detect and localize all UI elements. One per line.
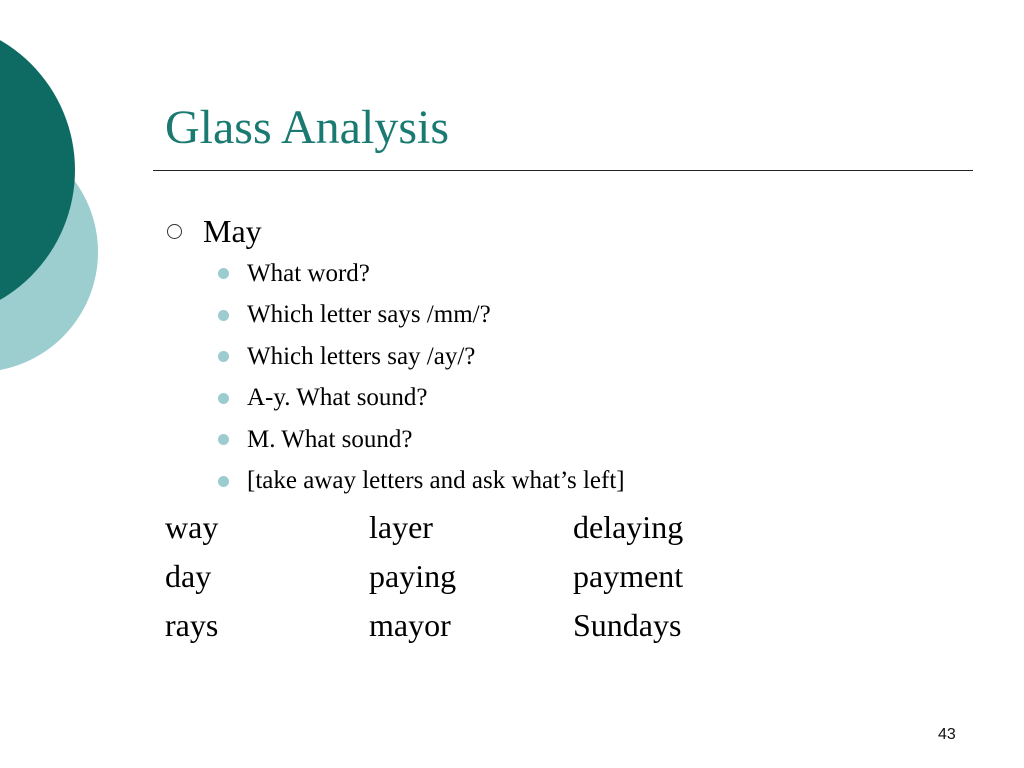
decorative-circles (0, 0, 110, 420)
bullet-text: What word? (247, 259, 370, 287)
list-item (218, 253, 625, 295)
level1-bullet-item (165, 208, 262, 254)
ring-bullet-icon (167, 224, 182, 239)
word-cell: mayor (369, 606, 451, 643)
title-divider (153, 170, 973, 171)
word-cell: payment (573, 557, 684, 594)
dot-bullet-icon (218, 310, 229, 321)
word-cell: delaying (573, 508, 684, 545)
word-row (165, 502, 777, 551)
word-cell: day (165, 557, 212, 594)
slide-number: 43 (938, 726, 956, 743)
list-item (218, 336, 625, 378)
list-item (218, 378, 625, 420)
dot-bullet-icon (218, 268, 229, 279)
word-cell: rays (165, 606, 219, 643)
word-cell: Sundays (573, 606, 682, 643)
sub-bullet-list (218, 253, 625, 502)
bullet-text: Which letter says /mm/? (247, 301, 491, 329)
word-cell: layer (369, 508, 433, 545)
level1-text: May (203, 213, 262, 249)
bullet-text: Which letters say /ay/? (247, 342, 476, 370)
bullet-text: [take away letters and ask what’s left] (247, 467, 625, 495)
word-row (165, 600, 777, 649)
dot-bullet-icon (218, 434, 229, 445)
dot-bullet-icon (218, 351, 229, 362)
bullet-text: M. What sound? (247, 425, 413, 453)
word-cell: way (165, 508, 219, 545)
word-grid (165, 502, 777, 649)
slide-title: Glass Analysis (165, 101, 450, 154)
list-item (218, 295, 625, 337)
dot-bullet-icon (218, 476, 229, 487)
word-cell: paying (369, 557, 457, 594)
bullet-text: A-y. What sound? (247, 384, 428, 412)
dot-bullet-icon (218, 393, 229, 404)
word-row (165, 551, 777, 600)
list-item (218, 461, 625, 503)
list-item (218, 419, 625, 461)
